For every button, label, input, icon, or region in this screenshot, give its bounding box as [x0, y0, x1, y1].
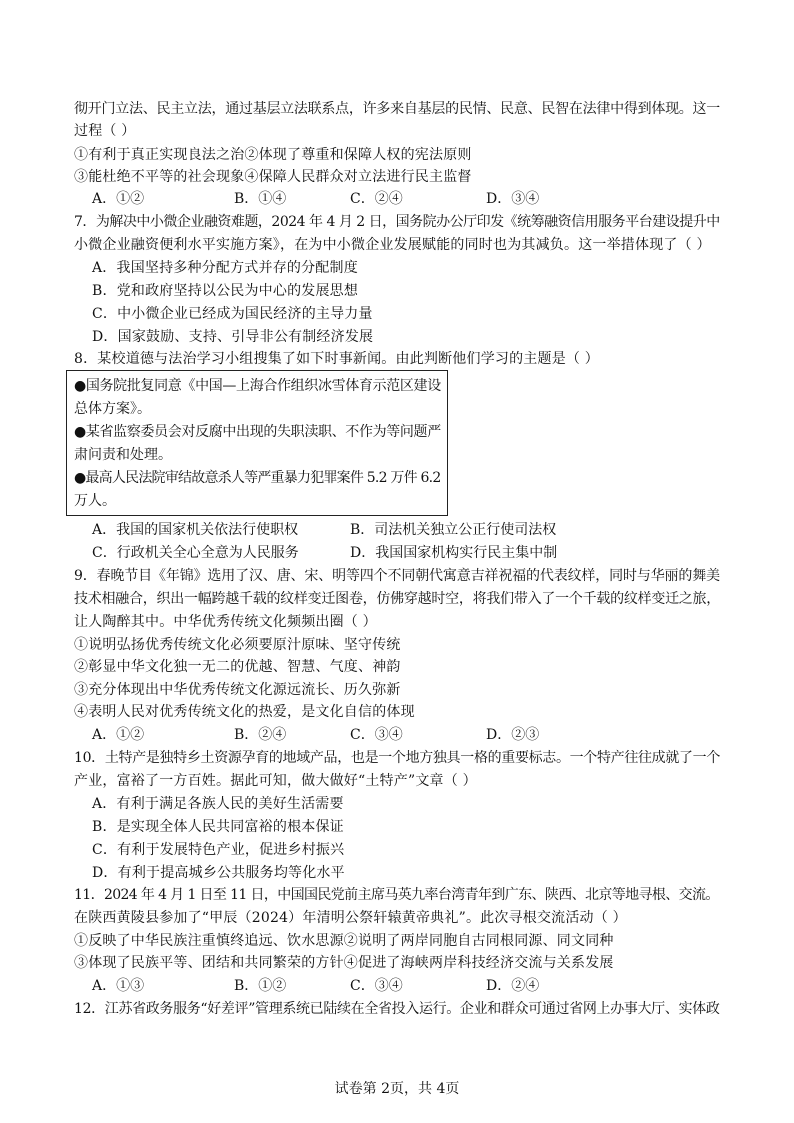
page-footer: 试卷第 2页，共 4页 — [334, 1081, 460, 1097]
q6-option-a: A．①② — [92, 191, 145, 207]
q7-option-b: B．党和政府坚持以公民为中心的发展思想 — [92, 283, 359, 299]
q11-stem-line-2: 在陕西黄陵县参加了“甲辰（2024）年清明公祭轩辕黄帝典礼”。此次寻根交流活动（ ） — [74, 910, 627, 926]
q8-news-line-5: ●最高人民法院审结故意杀人等严重暴力犯罪案件 5.2 万件 6.2 — [74, 470, 441, 486]
q9-statement-2: ②彰显中华文化独一无二的优越、智慧、气度、神韵 — [74, 659, 401, 675]
q8-option-d: D．我国国家机构实行民主集中制 — [350, 545, 558, 561]
q6-option-c: C．②④ — [350, 191, 403, 207]
q11-statement-line-1: ①反映了中华民族注重慎终追远、饮水思源②说明了两岸同胞自古同根同源、同文同种 — [74, 933, 614, 949]
q6-option-b: B．①④ — [234, 191, 287, 207]
q9-option-a: A．①② — [92, 727, 145, 743]
q9-option-c: C．③④ — [350, 727, 403, 743]
q7-stem-line-1: 7．为解决中小微企业融资难题，2024 年 4 月 2 日，国务院办公厅印发《统筹融资信用服务平台建设提升中 — [74, 214, 720, 230]
q10-option-a: A．有利于满足各族人民的美好生活需要 — [92, 796, 344, 812]
q6-statement-line-2: ③能杜绝不平等的社会现象④保障人民群众对立法进行民主监督 — [74, 169, 472, 185]
q8-option-a: A．我国的国家机关依法行使职权 — [92, 522, 299, 538]
q6-statement-line-1: ①有利于真正实现良法之治②体现了尊重和保障人权的宪法原则 — [74, 147, 472, 163]
q8-option-c: C．行政机关全心全意为人民服务 — [92, 545, 299, 561]
q8-news-line-6: 万人。 — [74, 493, 116, 509]
q6-stem-line-2: 过程（ ） — [74, 123, 136, 139]
q12-stem-line-1: 12．江苏省政务服务“好差评”管理系统已陆续在全省投入运行。企业和群众可通过省网上办事大厅、实体政 — [74, 1001, 720, 1017]
q10-option-c: C．有利于发展特色产业，促进乡村振兴 — [92, 842, 345, 858]
q10-option-b: B．是实现全体人民共同富裕的根本保证 — [92, 819, 344, 835]
q8-news-line-1: ●国务院批复同意《中国—上海合作组织冰雪体育示范区建设 — [74, 378, 441, 394]
q7-option-a: A．我国坚持多种分配方式并存的分配制度 — [92, 260, 358, 276]
q8-news-line-4: 肃问责和处理。 — [74, 447, 172, 463]
q11-statement-line-2: ③体现了民族平等、团结和共同繁荣的方针④促进了海峡两岸科技经济交流与关系发展 — [74, 955, 614, 971]
q11-option-a: A．①③ — [92, 978, 145, 994]
q11-stem-line-1: 11．2024 年 4 月 1 日至 11 日，中国国民党前主席马英九率台湾青年到广东、陕西、北京等地寻根、交流。 — [74, 887, 719, 903]
q10-option-d: D．有利于提高城乡公共服务均等化水平 — [92, 865, 345, 881]
q9-stem-line-2: 技术相融合，织出一幅跨越千载的纹样变迁图卷，仿佛穿越时空，将我们带入了一个千载的纹样变迁之旅， — [74, 591, 721, 607]
q9-option-b: B．②④ — [234, 727, 287, 743]
q8-news-line-3: ●某省监察委员会对反腐中出现的失职渎职、不作为等问题严 — [74, 424, 441, 440]
q9-statement-4: ④表明人民对优秀传统文化的热爱，是文化自信的体现 — [74, 704, 415, 720]
q6-option-d: D．③④ — [486, 191, 540, 207]
q10-stem-line-1: 10．土特产是独特乡土资源孕育的地域产品，也是一个地方独具一格的重要标志。一个特产往往成就了一个 — [74, 750, 721, 766]
q7-stem-line-2: 小微企业融资便利水平实施方案》，在为中小微企业发展赋能的同时也为其减负。这一举措体现了（ ） — [74, 237, 711, 253]
q11-option-d: D．②④ — [486, 978, 540, 994]
q7-option-d: D．国家鼓励、支持、引导非公有制经济发展 — [92, 329, 374, 345]
q8-news-line-2: 总体方案》。 — [74, 401, 151, 417]
q9-stem-line-1: 9．春晚节目《年锦》选用了汉、唐、宋、明等四个不同朝代寓意吉祥祝福的代表纹样，同时与华丽的舞美 — [74, 568, 720, 584]
q8-option-b: B．司法机关独立公正行使司法权 — [350, 522, 557, 538]
q9-option-d: D．②③ — [486, 727, 540, 743]
q9-statement-1: ①说明弘扬优秀传统文化必须要原汁原味、坚守传统 — [74, 637, 401, 653]
q7-option-c: C．中小微企业已经成为国民经济的主导力量 — [92, 306, 373, 322]
q8-news-box — [66, 370, 448, 516]
q9-stem-line-3: 让人陶醉其中。中华优秀传统文化频频出圈（ ） — [74, 614, 377, 630]
q6-stem-line-1: 彻开门立法、民主立法，通过基层立法联系点，许多来自基层的民情、民意、民智在法律中得到体现。这一 — [74, 101, 721, 117]
q8-stem: 8．某校道德与法治学习小组搜集了如下时事新闻。由此判断他们学习的主题是（ ） — [74, 351, 599, 367]
q10-stem-line-2: 产业，富裕了一方百姓。据此可知，做大做好“土特产”文章（ ） — [74, 773, 477, 789]
q11-option-c: C．③④ — [350, 978, 403, 994]
q11-option-b: B．①② — [234, 978, 287, 994]
q9-statement-3: ③充分体现出中华优秀传统文化源远流长、历久弥新 — [74, 682, 401, 698]
